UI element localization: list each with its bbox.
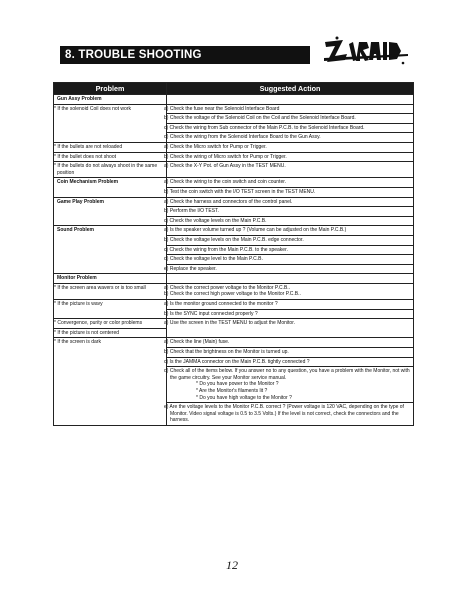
action-cell (164, 283, 414, 299)
action-cell: c) Check the wiring from the Main P.C.B. to the speaker. (167, 245, 414, 255)
action-cell (164, 367, 414, 403)
zombie-raid-logo (323, 36, 409, 66)
action-cell: e) Are the voltage levels to the Monitor P.C.B. correct ? (Power voltage is 120 VAC, depending on the type of Monitor. Video signal voltage is 0.5 to 3.5 Volts.) If the level is not correct, check the connectors and the harness. (167, 403, 414, 426)
problem-cell: * If the screen area wavers or is too small (54, 283, 167, 299)
table-header-row (54, 83, 414, 95)
problem-cell: * If the screen is dark (54, 338, 167, 426)
action-cell: a) Check the X-Y Pot. of Gun Assy in the TEST MENU. (167, 162, 414, 178)
section-label: Coin Mechanism Problem (54, 178, 167, 197)
problem-cell: * If the bullets are not reloaded (54, 142, 167, 152)
checklist-item: * Are the Monitor's filaments lit ? (196, 388, 268, 394)
table-row (54, 162, 414, 178)
action-cell: e) Replace the speaker. (167, 264, 414, 274)
checklist-item: * Do you have power to the Monitor ? (196, 381, 279, 388)
problem-cell: * If the bullets do not always shoot in the same position (54, 162, 167, 178)
table-row (54, 300, 414, 310)
section-label: Monitor Problem (54, 274, 167, 284)
logo-graphic-icon (323, 36, 409, 66)
action-cell: a) Is the monitor ground connected to the monitor ? (167, 300, 414, 310)
action-cell: a) Check the line (Main) fuse. (167, 338, 414, 348)
action-cell: b) Perform the I/O TEST. (167, 207, 414, 217)
table-row (54, 95, 414, 105)
action-cell: a) Check the harness and connectors of the control panel. (167, 197, 414, 207)
action-cell: b) Check the wiring of Micro switch for Pump or Trigger. (167, 152, 414, 162)
action-cell: b) Check that the brightness on the Monitor is turned up. (167, 348, 414, 358)
table-row (54, 178, 414, 188)
problem-cell: * If the solenoid Coil does not work (54, 104, 167, 142)
action-cell: a) Use the screen in the TEST MENU to adjust the Monitor. (167, 319, 414, 338)
page-number: 12 (226, 558, 238, 572)
action-cell: a) Check the fuse near the Solenoid Interface Board (167, 104, 414, 114)
table-row (54, 338, 414, 348)
column-header-action: Suggested Action (167, 83, 414, 95)
problem-cell: * If the picture is wavy (54, 300, 167, 319)
action-cell: b) Test the coin switch with the I/O TEST screen in the TEST MENU. (167, 187, 414, 197)
action-cell: d) Check the wiring from the Solenoid Interface Board to the Gun Assy. (167, 133, 414, 143)
action-cell: b) Is the SYNC input connected properly ? (167, 309, 414, 319)
column-header-problem: Problem (54, 83, 167, 95)
table-row (54, 283, 414, 299)
action-cell: b) Check the voltage of the Solenoid Coil on the Coil and the Solenoid Interface Board. (167, 114, 414, 124)
problem-cell: * If the bullet does not shoot (54, 152, 167, 162)
section-label: Game Play Problem (54, 197, 167, 226)
action-cell: a) Check the wiring to the coin switch and coin counter. (167, 178, 414, 188)
table-row (54, 274, 414, 284)
problem-cell: * If the picture is not centered (54, 328, 167, 338)
table-cell (167, 95, 414, 105)
checklist-item: * Do you have high voltage to the Monitor ? (196, 394, 292, 401)
table-row (54, 197, 414, 207)
action-cell: c) Check the wiring from Sub connector of the Main P.C.B. to the Solenoid Interface Board. (167, 123, 414, 133)
action-cell: a) Is the speaker volume turned up ? (Volume can be adjusted on the Main P.C.B.) (167, 226, 414, 236)
action-cell: c) Is the JAMMA connector on the Main P.C.B. tightly connected ? (167, 357, 414, 367)
action-line: d) Check all of the items below. If you answer no to any question, you have a problem with the Monitor, not with the game circuitry. See your Monitor service manual. (164, 368, 410, 381)
action-line: b) Check the correct high power voltage to the Monitor P.C.B.. (164, 291, 301, 298)
action-line: a) Check the correct power voltage to the Monitor P.C.B.. (164, 284, 291, 291)
action-cell: a) Check the Micro switch for Pump or Trigger. (167, 142, 414, 152)
action-cell: d) Check the voltage level to the Main P.C.B. (167, 255, 414, 265)
action-cell: c) Check the voltage levels on the Main P.C.B. (167, 216, 414, 226)
section-label: Sound Problem (54, 226, 167, 274)
section-label: Gun Assy Problem (54, 95, 167, 105)
action-cell: b) Check the voltage levels on the Main P.C.B. edge connector. (167, 235, 414, 245)
table-row (54, 152, 414, 162)
table-row (54, 104, 414, 114)
table-row (54, 142, 414, 152)
table-row (54, 319, 414, 329)
problem-cell: * Convergence, purity or color problems (54, 319, 167, 329)
trouble-shooting-table (53, 82, 414, 426)
table-row (54, 226, 414, 236)
table-cell (167, 274, 414, 284)
section-title: 8. TROUBLE SHOOTING (60, 46, 310, 64)
